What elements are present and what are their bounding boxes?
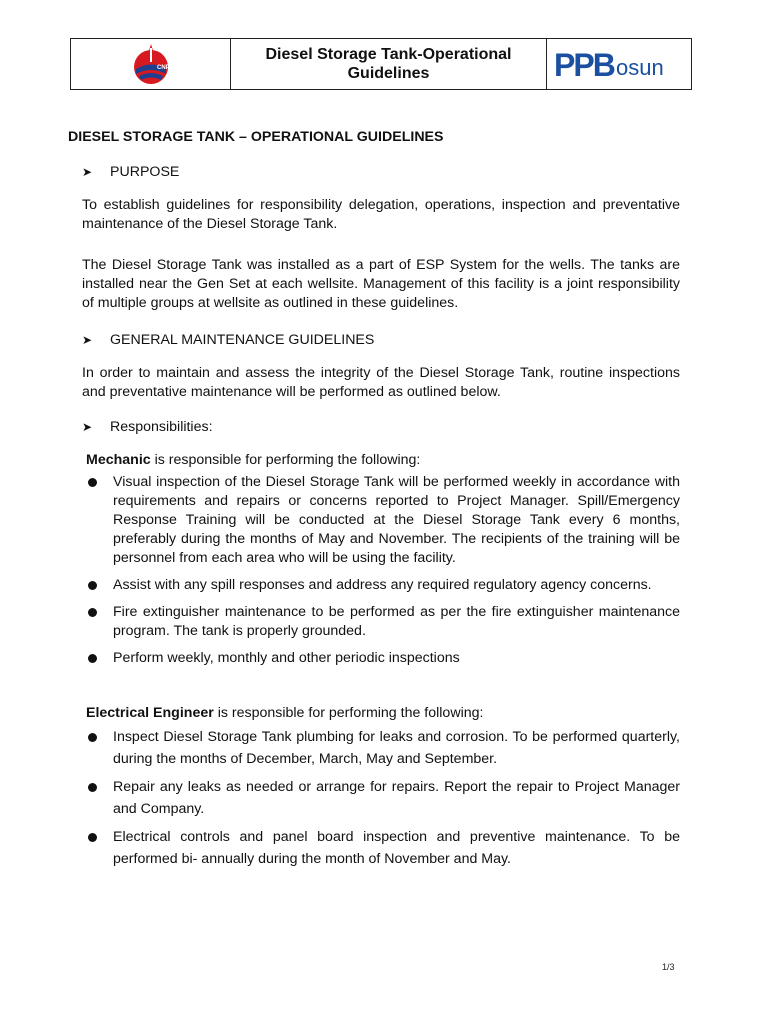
general-heading: ➤ GENERAL MAINTENANCE GUIDELINES xyxy=(82,332,375,348)
mechanic-heading: Mechanic is responsible for performing the following: xyxy=(86,452,421,468)
document-body xyxy=(68,128,680,876)
bullet-dot-icon xyxy=(88,608,97,617)
header-left-cell xyxy=(71,39,231,89)
svg-text:CNPC: CNPC xyxy=(156,65,174,71)
bullet-dot-icon xyxy=(88,833,97,842)
responsibilities-heading: ➤ Responsibilities: xyxy=(82,419,213,435)
header-right-cell xyxy=(547,39,691,89)
list-item: Assist with any spill responses and address any required regulatory agency concerns. xyxy=(86,576,680,595)
electrical-engineer-heading: Electrical Engineer is responsible for performing the following: xyxy=(86,705,484,721)
page-number: 1/3 xyxy=(662,962,675,972)
bullet-dot-icon xyxy=(88,478,97,487)
arrow-bullet-icon: ➤ xyxy=(82,333,93,347)
arrow-bullet-icon: ➤ xyxy=(82,420,93,434)
purpose-heading: ➤ PURPOSE xyxy=(82,164,180,180)
svg-text:osun: osun xyxy=(616,55,664,80)
document-header xyxy=(70,38,692,90)
list-item: Repair any leaks as needed or arrange for repairs. Report the repair to Project Manager and Company. xyxy=(86,776,680,820)
document-title: DIESEL STORAGE TANK – OPERATIONAL GUIDELINES xyxy=(68,129,444,145)
purpose-paragraph-1: To establish guidelines for responsibility delegation, operations, inspection and preventative maintenance of the Diesel Storage Tank. xyxy=(82,197,680,232)
electrical-engineer-list xyxy=(86,726,680,870)
purpose-paragraph-2: The Diesel Storage Tank was installed as a part of ESP System for the wells. The tanks are installed near the Gen Set at each wellsite. Management of this facility is a joint responsibility of multiple groups at wellsite as outlined in these guidelines. xyxy=(82,257,680,311)
list-item: Visual inspection of the Diesel Storage Tank will be performed weekly in accordance with requirements and repairs or concerns reported to Project Manager. Spill/Emergency Response Training will be conducted at the Diesel Storage Tank every 6 months, preferably during the months of May and November. The recipients of the training will be personnel from each area who will be using the facility. xyxy=(86,473,680,568)
general-paragraph: In order to maintain and assess the integrity of the Diesel Storage Tank, routine inspections and preventative maintenance will be performed as outlined below. xyxy=(82,365,680,400)
bullet-dot-icon xyxy=(88,783,97,792)
mechanic-list xyxy=(86,473,680,668)
bullet-dot-icon xyxy=(88,733,97,742)
arrow-bullet-icon: ➤ xyxy=(82,165,93,179)
list-item: Perform weekly, monthly and other periodic inspections xyxy=(86,649,680,668)
cnpc-logo-icon xyxy=(123,40,179,88)
svg-text:PPB: PPB xyxy=(554,47,614,81)
bullet-dot-icon xyxy=(88,654,97,663)
bullet-dot-icon xyxy=(88,581,97,590)
header-title: Diesel Storage Tank-Operational Guidelines xyxy=(265,46,512,82)
list-item: Inspect Diesel Storage Tank plumbing for leaks and corrosion. To be performed quarterly, during the months of December, March, May and September. xyxy=(86,726,680,770)
header-title-cell xyxy=(231,39,547,89)
list-item: Electrical controls and panel board inspection and preventive maintenance. To be performed bi- annually during the month of November and May. xyxy=(86,826,680,870)
ppbosun-logo-icon xyxy=(554,47,684,81)
list-item: Fire extinguisher maintenance to be performed as per the fire extinguisher maintenance program. The tank is properly grounded. xyxy=(86,603,680,641)
